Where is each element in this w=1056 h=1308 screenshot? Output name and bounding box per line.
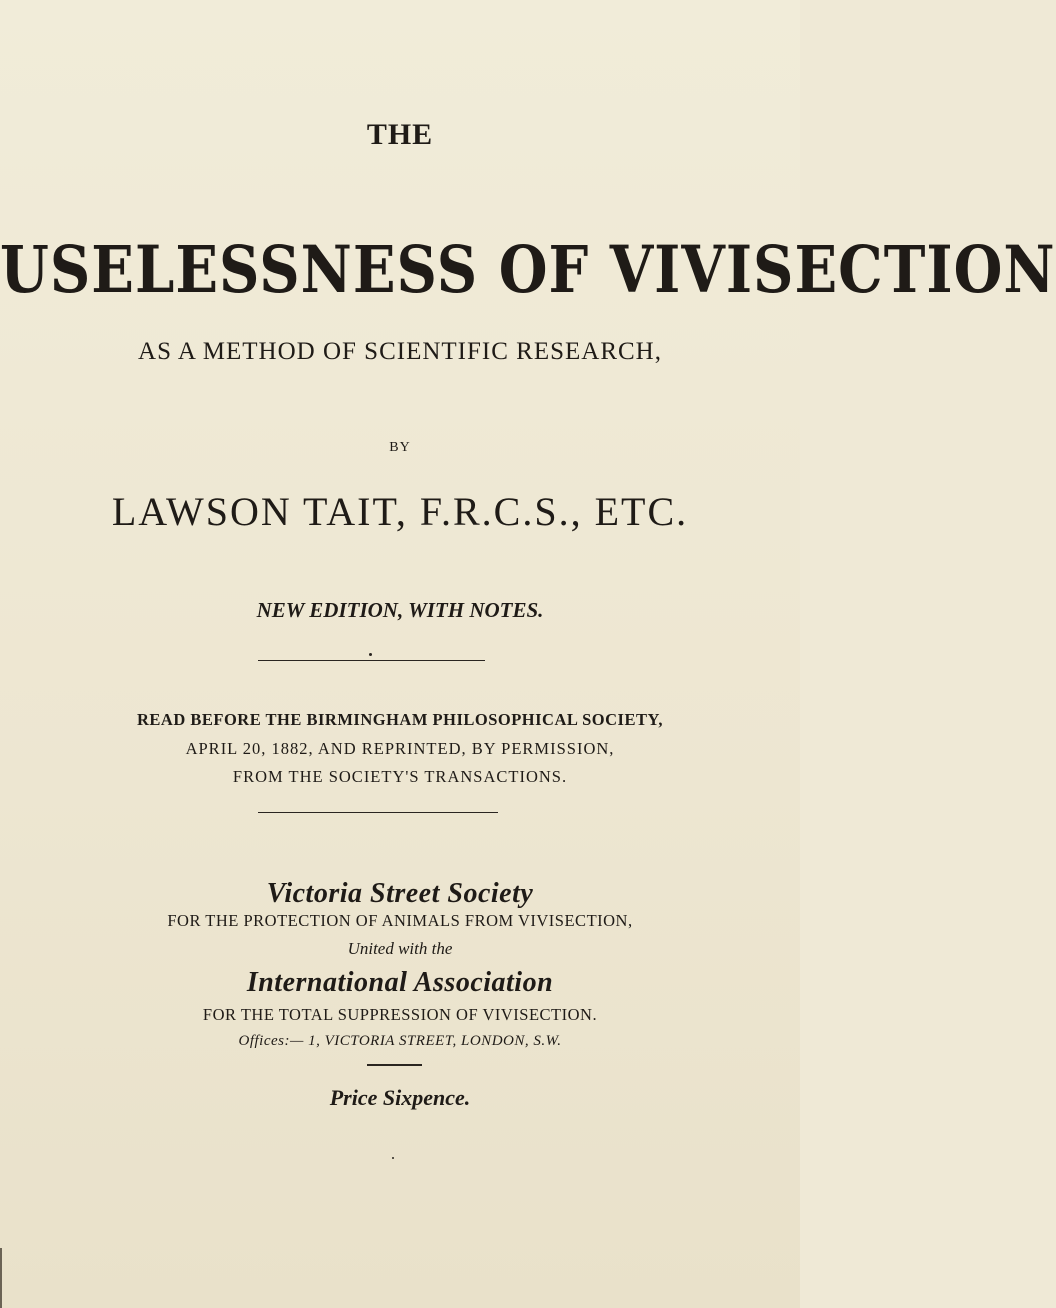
subtitle: AS A METHOD OF SCIENTIFIC RESEARCH,	[138, 338, 662, 365]
by-line: BY	[389, 440, 411, 455]
title-prefix: THE	[366, 118, 434, 151]
offices-address: Offices:— 1, VICTORIA STREET, LONDON, S.W.	[238, 1033, 562, 1049]
association-purpose: FOR THE TOTAL SUPPRESSION OF VIVISECTION.	[202, 1005, 598, 1024]
page-edge-mark	[0, 1248, 2, 1308]
society-name: Victoria Street Society	[266, 878, 534, 909]
speck	[392, 1157, 394, 1159]
reading-note-line-1: READ BEFORE THE BIRMINGHAM PHILOSOPHICAL SOCIETY,	[136, 710, 663, 729]
divider-rule	[258, 812, 498, 813]
united-with: United with the	[347, 939, 453, 958]
society-purpose: FOR THE PROTECTION OF ANIMALS FROM VIVISECTION,	[167, 911, 633, 930]
divider-rule	[258, 660, 485, 661]
price: Price Sixpence.	[329, 1085, 471, 1110]
edition-note: NEW EDITION, WITH NOTES.	[256, 598, 544, 622]
main-title: USELESSNESS OF VIVISECTION	[0, 232, 1056, 308]
divider-rule	[367, 1064, 422, 1066]
reading-note-line-2: APRIL 20, 1882, AND REPRINTED, BY PERMISSION,	[185, 739, 615, 758]
author-name: LAWSON TAIT, F.R.C.S., ETC.	[111, 489, 689, 534]
association-name: International Association	[246, 967, 554, 998]
reading-note-line-3: FROM THE SOCIETY'S TRANSACTIONS.	[232, 767, 568, 786]
divider-dot	[369, 653, 372, 656]
